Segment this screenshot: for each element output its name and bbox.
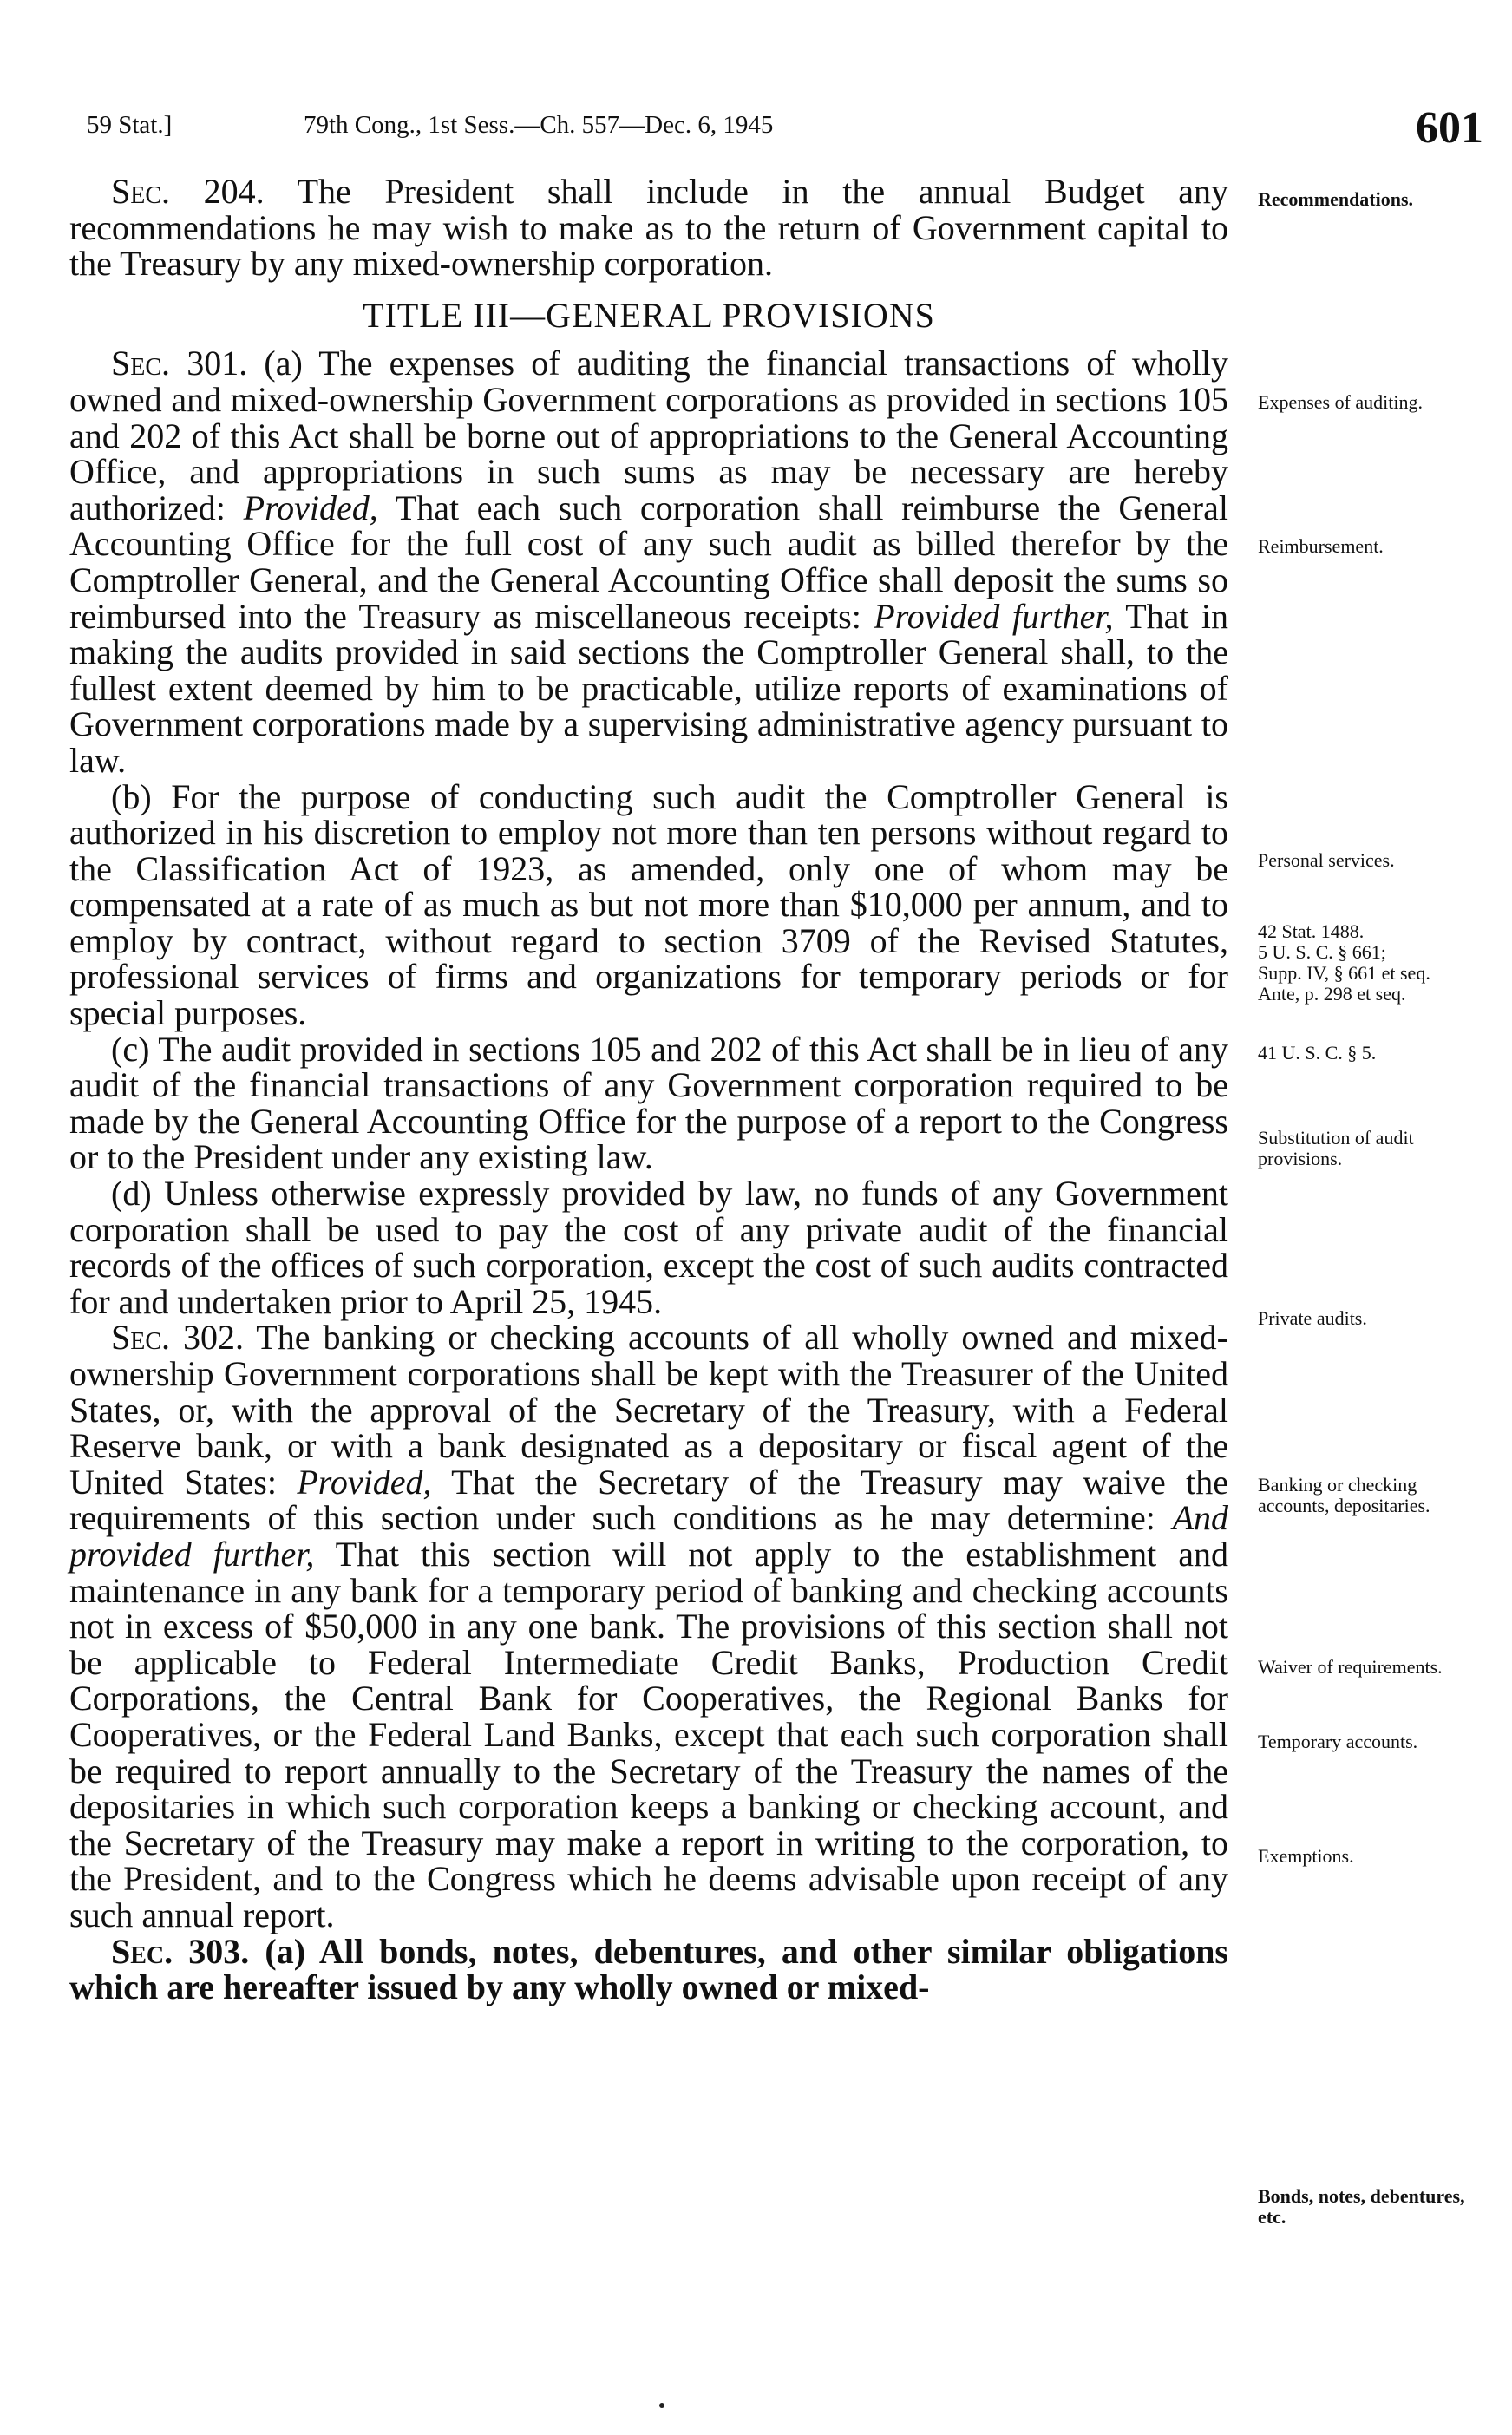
section-label: Sec. 303. — [111, 1931, 250, 1971]
section-text: (a) All bonds, notes, debentures, and other similar obligations which are hereafter issued by any wholly owned or mixed- — [69, 1931, 1229, 2007]
running-header — [87, 102, 1483, 154]
citation-line: 5 U. S. C. § 661; — [1258, 941, 1386, 963]
title-heading: TITLE III—GENERAL PROVISIONS — [363, 295, 935, 335]
section-302 — [69, 1319, 1228, 1933]
citation-line: 42 Stat. 1488. — [1258, 920, 1365, 942]
section-text: That the Secretary of the Treasury may waive the requirements of this section under such conditions as he may determine: — [69, 1462, 1229, 1538]
section-text: That in making the audits provided in said sections the Comptroller General shall, to the fullest extent deemed by him to be practicable, utilize reports of examinations of Government corporations made by a supervising administrative agency pursuant to law. — [69, 596, 1229, 780]
section-301-a — [69, 345, 1228, 778]
section-301-c: (c) The audit provided in sections 105 and 202 of this Act shall be in lieu of any audit of the financial transactions of any Government corporation required to be made by the General Accounting Office for the purpose of a report to the Congress or to the President under any existing law. — [69, 1029, 1228, 1177]
margin-note-substitution: Substitution of audit provisions. — [1258, 1127, 1414, 1169]
section-text: (a) The expenses of auditing the financial transactions of wholly owned and mixed-ownership Government corporations as provided in sections 105 and 202 of this Act shall be borne out of appropriations to the General Accounting Office, and appropriations in such sums as may be necessary are hereby authorized: — [69, 344, 1229, 527]
volume-ref: 59 Stat.] — [87, 111, 173, 139]
margin-note-exemptions: Exemptions. — [1258, 1845, 1354, 1867]
margin-note-private-audits: Private audits. — [1258, 1307, 1367, 1329]
section-text: The President shall include in the annual Budget any recommendations he may wish to make as to the return of Government capital to the Treasury by any mixed-ownership corporation. — [69, 172, 1228, 284]
margin-note-bonds: Bonds, notes, debentures, etc. — [1258, 2185, 1465, 2228]
section-text: That this section will not apply to the establishment and maintenance in any bank for a temporary period of banking and checking accounts not in excess of $50,000 in any one bank. The provisions of this section shall not be applicable to Federal Intermediate Credit Banks, Production Credit Corporations, the Central Bank for Cooperatives, the Regional Banks for Cooperatives, or the Federal Land Banks, except that each such corporation shall be required to report annually to the Secretary of the Treasury the names of the depositaries in which such corporation keeps a banking or checking account, and the Secretary of the Treasury may make a report in writing to the corporation, to the President, and to the Congress which he deems advisable upon receipt of any such annual report. — [69, 1534, 1228, 1934]
main-text — [69, 173, 1228, 2006]
margin-note-expenses: Expenses of auditing. — [1258, 391, 1424, 413]
section-301-b: (b) For the purpose of conducting such audit the Comptroller General is authorized in his discretion to employ not more than ten persons without regard to the Classification Act of 1923, as amended, only one of whom may be compensated at a rate of as much as but not more than $10,000 per annum, and to employ by contract, without regard to section 3709 of the Revised Statutes, professional services of firms and organizations for temporary periods or for special purposes. — [69, 776, 1228, 1033]
proviso: And provided further, — [69, 1498, 1228, 1574]
citation-line: Ante, p. 298 et seq. — [1258, 983, 1406, 1005]
section-label: Sec. 301. — [111, 344, 248, 383]
margin-note-personal-services: Personal services. — [1258, 849, 1395, 871]
session-ref: 79th Cong., 1st Sess.—Ch. 557—Dec. 6, 1945 — [304, 111, 774, 139]
margin-note-recommendations: Recommendations. — [1258, 188, 1414, 210]
margin-note-citation — [1258, 921, 1492, 1005]
section-204 — [69, 173, 1228, 282]
page-number: 601 — [1416, 103, 1483, 153]
section-label: Sec. 302. — [111, 1318, 245, 1358]
proviso: Provided, — [243, 488, 378, 527]
page-dot-mark — [659, 2403, 664, 2408]
proviso: Provided, — [297, 1462, 432, 1502]
margin-note-citation-2: 41 U. S. C. § 5. — [1258, 1042, 1377, 1064]
section-text: That each such corporation shall reimburse the General Accounting Office for the full cost of any such audit as billed therefor by the Comptroller General, and the General Accounting Office shall deposit the sums so reimbursed into the Treasury as miscellaneous receipts: — [69, 488, 1228, 636]
citation-line: Supp. IV, § 661 et seq. — [1258, 962, 1430, 984]
section-text: The banking or checking accounts of all wholly owned and mixed-ownership Government corporations shall be kept with the Treasurer of the United States, or, with the approval of the Secretary of the Treasury, with a Federal Reserve bank, or with a bank designated as a depositary or fiscal agent of the United States: — [69, 1318, 1228, 1502]
proviso: Provided further, — [874, 596, 1114, 636]
margin-note-waiver: Waiver of requirements. — [1258, 1656, 1443, 1678]
margin-note-banking: Banking or checking accounts, depositaries. — [1258, 1474, 1430, 1516]
margin-note-temporary: Temporary accounts. — [1258, 1731, 1418, 1752]
margin-note-reimbursement: Reimbursement. — [1258, 535, 1384, 557]
section-label: Sec. 204. — [111, 172, 265, 211]
section-303 — [69, 1931, 1229, 2007]
section-301-d: (d) Unless otherwise expressly provided by law, no funds of any Government corporation shall be used to pay the cost of any private audit of the financial records of the offices of such corporation, except the cost of such audits contracted for and undertaken prior to April 25, 1945. — [69, 1174, 1228, 1321]
